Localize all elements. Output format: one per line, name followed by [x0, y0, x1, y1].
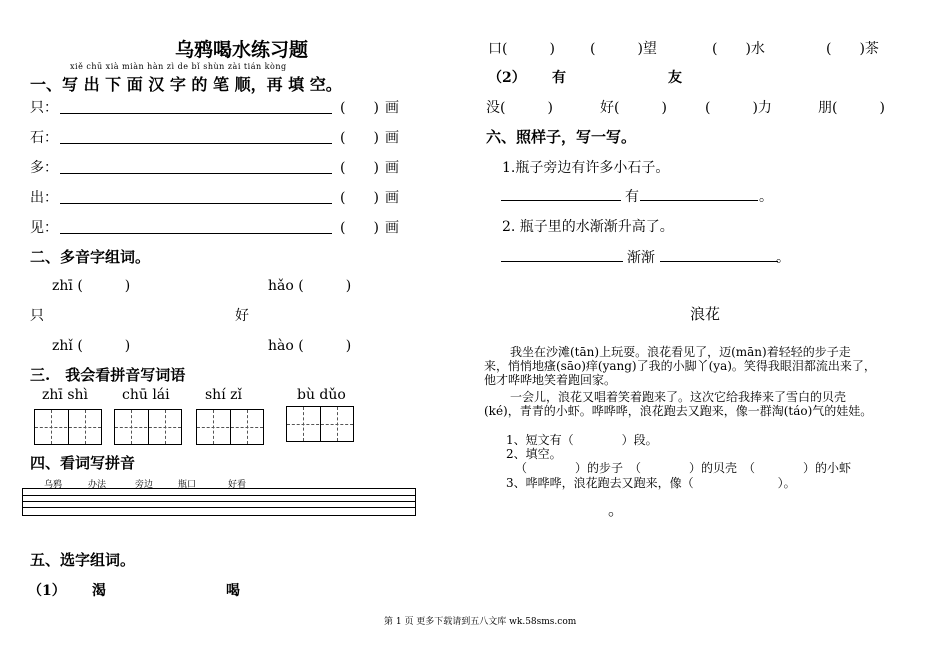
polyphone-char-hao: 好: [235, 308, 249, 324]
imitation-blank[interactable]: [640, 200, 758, 201]
imitation-blank[interactable]: [501, 200, 621, 201]
section6-heading: 六、照样子，写一写。: [486, 128, 637, 146]
writing-grid[interactable]: [286, 406, 354, 442]
imitation-blank[interactable]: [501, 261, 623, 262]
question-2: 2、填空。: [506, 447, 562, 461]
section2-heading: 二、多音字组词。: [30, 248, 151, 266]
stroke-count-blank[interactable]: ( ): [340, 190, 379, 206]
polyphone-char-zhi: 只: [30, 308, 44, 324]
example-2-end: 。: [776, 250, 790, 266]
word-blank[interactable]: ( )望: [590, 41, 657, 57]
polyphone-hao3[interactable]: hǎo ( ): [268, 278, 352, 294]
stroke-count-blank[interactable]: ( ): [340, 130, 379, 146]
hanzi-word: 旁边: [135, 480, 154, 490]
section4-heading: 四、看词写拼音: [30, 454, 136, 472]
reading-paragraph-line: 一会儿，浪花又唱着笑着跑来了。这次它给我捧来了雪白的贝壳: [510, 390, 847, 404]
stroke-char: 只：: [30, 100, 58, 116]
choose-char-ke: 渴: [92, 583, 106, 599]
section1-heading: 一、写 出 下 面 汉 字 的 笔 顺，再 填 空。: [30, 75, 342, 94]
section1-pinyin: xiě chū xià miàn hàn zì de bǐ shùn zài tián kòng: [70, 62, 287, 71]
example-1-keyword: 有: [625, 189, 639, 205]
stray-mark: 。: [608, 500, 625, 519]
page-footer: 第 1 页 更多下载请到五八文库 wk.58sms.com: [384, 617, 577, 627]
choose-char-you: 有: [552, 70, 566, 86]
reading-paragraph-line: 他才哗哗地笑着跑回家。: [484, 373, 617, 387]
pinyin-word: zhī shì: [42, 387, 88, 403]
reading-paragraph-line: 我坐在沙滩(tān)上玩耍。浪花看见了，迈(mān)着轻轻的步子走: [510, 345, 851, 359]
question-3[interactable]: 3、哗哗哗，浪花跑去又跑来，像（ ）。: [506, 476, 796, 490]
stroke-answer-line[interactable]: [60, 113, 332, 114]
hanzi-word: 乌鸦: [44, 480, 63, 490]
word-blank[interactable]: 口( ): [488, 41, 555, 57]
polyphone-hao4[interactable]: hào ( ): [268, 338, 352, 354]
pinyin-word: shí zǐ: [205, 387, 242, 403]
hanzi-word: 瓶口: [178, 480, 197, 490]
stroke-char: 出：: [30, 190, 58, 206]
section3-heading: 三. 我会看拼音写词语: [30, 366, 186, 384]
stroke-unit: 画: [385, 130, 399, 146]
word-blank[interactable]: ( )力: [705, 100, 772, 116]
stroke-unit: 画: [385, 220, 399, 236]
stroke-unit: 画: [385, 100, 399, 116]
stroke-answer-line[interactable]: [60, 233, 332, 234]
reading-paragraph-line: 来，悄悄地瘙(sāo)痒(yang)了我的小脚丫(ya)。笑得我眼泪都流出来了，: [484, 359, 876, 373]
choose-item2-num: （2）: [488, 70, 526, 86]
example-2-keyword: 渐渐: [627, 250, 655, 266]
word-blank[interactable]: 好( ): [600, 100, 667, 116]
stroke-unit: 画: [385, 160, 399, 176]
example-sentence-2: 2. 瓶子里的水渐渐升高了。: [502, 219, 674, 235]
hanzi-word: 办法: [88, 480, 107, 490]
writing-grid[interactable]: [196, 409, 264, 445]
writing-grid[interactable]: [34, 409, 102, 445]
stroke-count-blank[interactable]: ( ): [340, 220, 379, 236]
example-1-end: 。: [759, 189, 773, 205]
question-2-blanks[interactable]: （ ）的步子 （ ）的贝壳 （ ）的小虾: [515, 461, 852, 475]
stroke-char: 多：: [30, 160, 58, 176]
pinyin-writing-lines[interactable]: [22, 488, 416, 516]
section5-heading: 五、选字组词。: [30, 551, 136, 569]
polyphone-zhi3[interactable]: zhǐ ( ): [52, 338, 131, 354]
example-sentence-1: 1.瓶子旁边有许多小石子。: [502, 160, 670, 176]
word-blank[interactable]: 没( ): [486, 100, 553, 116]
stroke-char: 见：: [30, 220, 58, 236]
polyphone-zhi1[interactable]: zhī ( ): [52, 278, 131, 294]
pinyin-word: bù dǔo: [297, 387, 346, 403]
stroke-answer-line[interactable]: [60, 173, 332, 174]
pinyin-word: chū lái: [122, 387, 170, 403]
word-blank[interactable]: ( )茶: [826, 41, 879, 57]
stroke-answer-line[interactable]: [60, 203, 332, 204]
stroke-count-blank[interactable]: ( ): [340, 100, 379, 116]
choose-item1-num: （1）: [28, 583, 66, 599]
imitation-blank[interactable]: [660, 261, 778, 262]
hanzi-word: 好看: [228, 480, 247, 490]
reading-paragraph-line: (ké)，青青的小虾。哗哗哗，浪花跑去又跑来，像一群淘(táo)气的娃娃。: [484, 404, 873, 418]
choose-char-he: 喝: [226, 583, 240, 599]
choose-char-you2: 友: [668, 70, 682, 86]
word-blank[interactable]: 朋( ): [818, 100, 885, 116]
stroke-unit: 画: [385, 190, 399, 206]
reading-title: 浪花: [690, 305, 721, 323]
stroke-count-blank[interactable]: ( ): [340, 160, 379, 176]
question-1[interactable]: 1、短文有（ ）段。: [506, 433, 658, 447]
writing-grid[interactable]: [114, 409, 182, 445]
word-blank[interactable]: ( )水: [712, 41, 765, 57]
page-title: 乌鸦喝水练习题: [175, 39, 309, 61]
stroke-answer-line[interactable]: [60, 143, 332, 144]
stroke-char: 石：: [30, 130, 58, 146]
